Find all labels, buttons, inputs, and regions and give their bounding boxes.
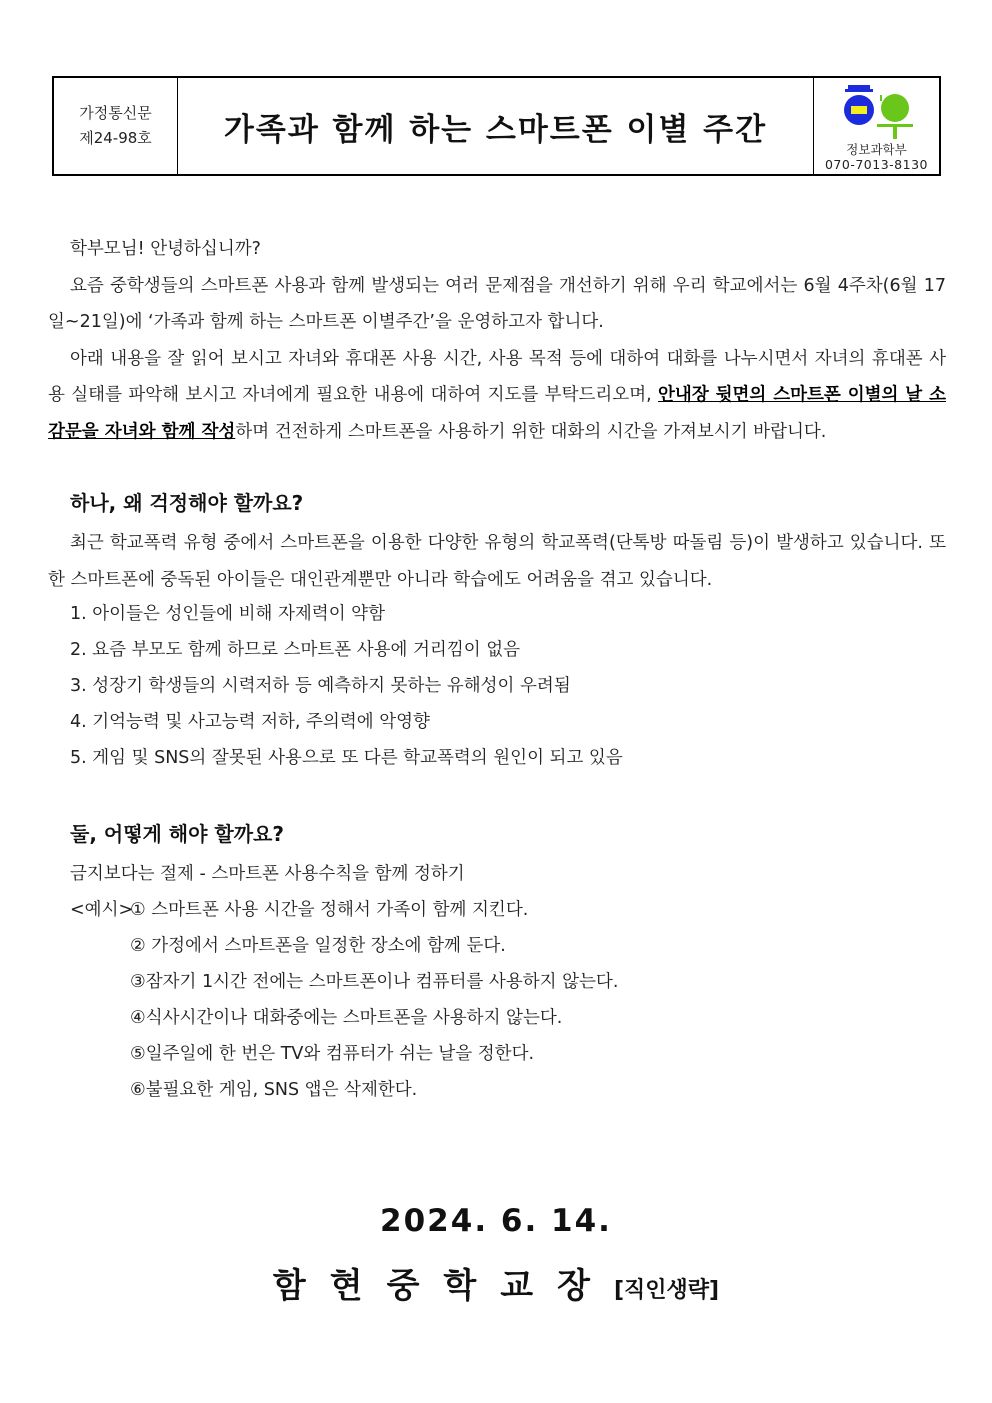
example-item: ⑤일주일에 한 번은 TV와 컴퓨터가 쉬는 날을 정한다. — [130, 1044, 535, 1064]
example-item: ① 스마트폰 사용 시간을 정해서 가족이 함께 지킨다. — [130, 900, 529, 920]
signer-name: 함현중학교장 — [272, 1266, 614, 1306]
signature-line — [0, 1258, 992, 1307]
section1-heading: 하나, 왜 걱정해야 할까요? — [70, 491, 304, 515]
intro-section — [48, 231, 946, 450]
example-item: ② 가정에서 스마트폰을 일정한 장소에 함께 둔다. — [130, 936, 506, 956]
list-item: 5. 게임 및 SNS의 잘못된 사용으로 또 다른 학교폭력의 원인이 되고 있음 — [70, 748, 623, 768]
letter-header — [52, 76, 941, 176]
list-item: 1. 아이들은 성인들에 비해 자제력이 약함 — [70, 604, 385, 624]
dept-phone: 070-7013-8130 — [824, 157, 928, 172]
intro-p2-text-a: 아래 내용을 잘 읽어 보시고 자녀와 휴대폰 사용 시간, 사용 목적 등에 대하여 대화를 나누시면서 자녀의 휴대폰 사용 실태를 파악해 보시고 자녀에게 필요한 내용에 대하여 지도를 부탁드리오며, — [48, 348, 946, 405]
page-title: 가족과 함께 하는 스마트폰 이별 주간 — [223, 111, 768, 148]
list-item: 2. 요즘 부모도 함께 하므로 스마트폰 사용에 거리낌이 없음 — [70, 640, 521, 660]
list-item: 4. 기억능력 및 사고능력 저하, 주의력에 악영향 — [70, 712, 430, 732]
doc-info — [54, 78, 178, 174]
dept-name: 정보과학부 — [846, 142, 907, 157]
section2-subtitle: 금지보다는 절제 - 스마트폰 사용수칙을 함께 정하기 — [70, 864, 465, 884]
example-item: ⑥불필요한 게임, SNS 앱은 삭제한다. — [130, 1080, 418, 1100]
section1-paragraph: 최근 학교폭력 유형 중에서 스마트폰을 이용한 다양한 유형의 학교폭력(단톡방 따돌림 등)이 발생하고 있습니다. 또한 스마트폰에 중독된 아이들은 대인관계뿐만 아니라 학습에도 어려움을 겪고 있습니다. — [48, 533, 946, 590]
example-label: <예시> — [70, 900, 134, 920]
intro-p2-text-b: 하며 건전하게 스마트폰을 사용하기 위한 대화의 시간을 가져보시기 바랍니다. — [235, 421, 827, 442]
school-logo-icon — [839, 84, 915, 140]
section2-heading: 둘, 어떻게 해야 할까요? — [70, 822, 284, 846]
list-item: 3. 성장기 학생들의 시력저하 등 예측하지 못하는 유해성이 우려됨 — [70, 676, 571, 696]
dept-info — [813, 78, 939, 174]
issue-date: 2024. 6. 14. — [380, 1203, 612, 1239]
doc-type: 가정통신문 — [79, 104, 152, 122]
example-item: ③잠자기 1시간 전에는 스마트폰이나 컴퓨터를 사용하지 않는다. — [130, 972, 619, 992]
doc-number: 제24-98호 — [79, 129, 152, 147]
seal-note: [직인생략] — [613, 1278, 720, 1303]
intro-paragraph-2 — [48, 341, 946, 451]
intro-paragraph-1: 요즘 중학생들의 스마트폰 사용과 함께 발생되는 여러 문제점을 개선하기 위해 우리 학교에서는 6월 4주차(6월 17일~21일)에 ‘가족과 함께 하는 스마트폰 이별주간’을 운영하고자 합니다. — [48, 275, 946, 332]
greeting: 학부모님! 안녕하십니까? — [70, 239, 261, 259]
section1-text — [48, 525, 946, 598]
example-item: ④식사시간이나 대화중에는 스마트폰을 사용하지 않는다. — [130, 1008, 563, 1028]
intro-p2-underlined: 안내장 뒷면의 스마트폰 이별의 날 소감문을 자녀와 함께 작성 — [48, 385, 946, 442]
